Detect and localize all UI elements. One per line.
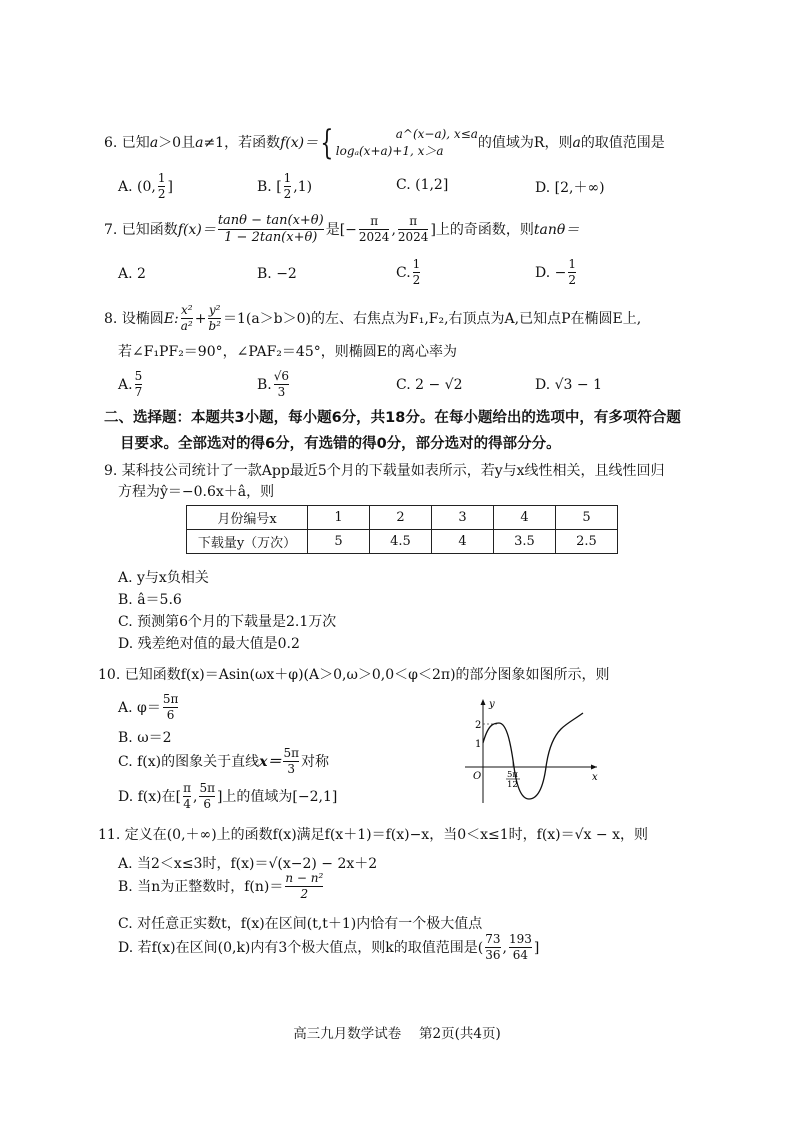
table-cell: 2.5 bbox=[556, 530, 618, 554]
q8-stem-line2: 若∠F₁PF₂＝90°，∠PAF₂＝45°，则椭圆E的离心率为 bbox=[118, 344, 457, 360]
q11-option-a: A. 当2＜x≤3时，f(x)＝√(x−2) − 2x＋2 bbox=[118, 856, 378, 872]
q6-stem: 6. 已知a＞0且a≠1，若函数f(x)＝{ a^(x−a), x≤a logₐ(x+a)+1, x＞a 的值域为R，则a的取值范围是 bbox=[104, 123, 665, 163]
table-row bbox=[187, 530, 618, 554]
table-cell: 1 bbox=[308, 506, 370, 530]
q9-option-b: B. â＝5.6 bbox=[118, 592, 182, 608]
q9-stem-line2: 方程为ŷ＝−0.6x＋â，则 bbox=[118, 484, 275, 500]
brace-icon: { bbox=[320, 123, 334, 163]
table-cell: 4.5 bbox=[370, 530, 432, 554]
x-axis-arrow-icon bbox=[591, 765, 597, 770]
section2-heading-line2: 目要求。全部选对的得6分，有选错的得0分，部分选对的得部分分。 bbox=[120, 436, 561, 452]
table-cell: 下载量y（万次） bbox=[187, 530, 308, 554]
q7-option-b: B. −2 bbox=[257, 266, 297, 282]
q9-option-d: D. 残差绝对值的最大值是0.2 bbox=[118, 636, 300, 652]
q6-option-c: C. (1,2] bbox=[396, 177, 449, 193]
q9-option-c: C. 预测第6个月的下载量是2.1万次 bbox=[118, 614, 337, 630]
q10-option-a: A. φ＝ $\frac{5\pi}{6}$ bbox=[118, 692, 179, 722]
q6-cases: a^(x−a), x≤a logₐ(x+a)+1, x＞a bbox=[335, 127, 478, 158]
sine-curve bbox=[483, 713, 583, 799]
q7-option-a: A. 2 bbox=[118, 266, 146, 282]
table-cell: 4 bbox=[494, 506, 556, 530]
table-cell: 5 bbox=[308, 530, 370, 554]
page-footer: 高三九月数学试卷 第2页(共4页) bbox=[293, 1026, 501, 1042]
q9-option-a: A. y与x负相关 bbox=[118, 570, 209, 586]
table-cell: 月份编号x bbox=[187, 506, 308, 530]
origin-label: O bbox=[473, 771, 482, 782]
q10-option-c: C. f(x)的图象关于直线x＝ $\frac{5\pi}{3}$ 对称 bbox=[118, 746, 330, 776]
q7-option-d: D. − $\frac{1}{2}$ bbox=[535, 257, 576, 287]
table-cell: 4 bbox=[432, 530, 494, 554]
q10-option-d: D. f(x)在[ $\frac{\pi}{4}$ , $\frac{5\pi}{6}$ ]上的值域为[−2,1] bbox=[118, 781, 338, 811]
x-tick-den: 12 bbox=[507, 780, 518, 790]
table-cell: 2 bbox=[370, 506, 432, 530]
q10-option-b: B. ω＝2 bbox=[118, 730, 172, 746]
q6-option-a: A. (0, $\frac{1}{2}$ ] bbox=[118, 171, 173, 201]
q8-stem: 8. 设椭圆E: $\frac{\text{x²}}{\text{a²}}$ + $\frac{\text{y²}}{\text{b²}}$ ＝1(a＞b＞0)的左、右焦点为F₁,F₂,右顶点为A,已知点P在椭圆E上, bbox=[104, 303, 642, 333]
y-axis-arrow-icon bbox=[481, 699, 486, 705]
table-cell: 3.5 bbox=[494, 530, 556, 554]
q11-option-c: C. 对任意正实数t，f(x)在区间(t,t＋1)内恰有一个极大值点 bbox=[118, 916, 483, 932]
q9-table bbox=[186, 505, 618, 554]
q10-sine-graph bbox=[455, 695, 605, 807]
q11-option-d: D. 若f(x)在区间(0,k)内有3个极大值点，则k的取值范围是( $\frac{73}{36}$ , $\frac{193}{64}$ ] bbox=[118, 932, 540, 962]
y-tick-1: 1 bbox=[475, 739, 482, 750]
y-tick-2: 2 bbox=[475, 720, 482, 731]
x-tick-num: 5π bbox=[507, 770, 518, 780]
y-axis-label: y bbox=[489, 699, 495, 710]
q10-stem: 10. 已知函数f(x)＝Asin(ωx＋φ)(A＞0,ω＞0,0＜φ＜2π)的部分图象如图所示，则 bbox=[98, 667, 610, 683]
section2-heading: 二、选择题：本题共3小题，每小题6分，共18分。在每小题给出的选项中，有多项符合题 bbox=[104, 410, 681, 426]
table-row bbox=[187, 506, 618, 530]
q8-option-d: D. √3 − 1 bbox=[535, 377, 602, 393]
q8-option-a: A. $\frac{5}{7}$ bbox=[118, 369, 143, 399]
table-cell: 3 bbox=[432, 506, 494, 530]
q11-option-b: B. 当n为正整数时，f(n)＝ $\frac{\text{n − n²}}{2}$ bbox=[118, 871, 324, 901]
q6-option-d: D. [2,＋∞) bbox=[535, 180, 605, 196]
q8-option-c: C. 2 − √2 bbox=[396, 377, 463, 393]
x-axis-label: x bbox=[592, 772, 598, 783]
q9-stem: 9. 某科技公司统计了一款App最近5个月的下载量如表所示，若y与x线性相关，且线性回归 bbox=[104, 463, 665, 479]
table-cell: 5 bbox=[556, 506, 618, 530]
q7-stem: 7. 已知函数f(x)＝ $\frac{\tan\theta - \tan(x+\theta)}{1 - 2\tan(x+\theta)}$ 是[− $\frac{\pi}{2024}$ , $\frac{\pi}{2024}$ ]上的奇函数，则tanθ＝ bbox=[104, 213, 580, 245]
q8-option-b: B. $\frac{√6}{3}$ bbox=[257, 369, 290, 399]
q7-option-c: C. $\frac{1}{2}$ bbox=[396, 257, 421, 287]
q11-stem: 11. 定义在(0,＋∞)上的函数f(x)满足f(x＋1)＝f(x)−x，当0＜x≤1时，f(x)＝√x − x，则 bbox=[98, 827, 648, 843]
q6-option-b: B. [ $\frac{1}{2}$ ,1) bbox=[257, 171, 313, 201]
